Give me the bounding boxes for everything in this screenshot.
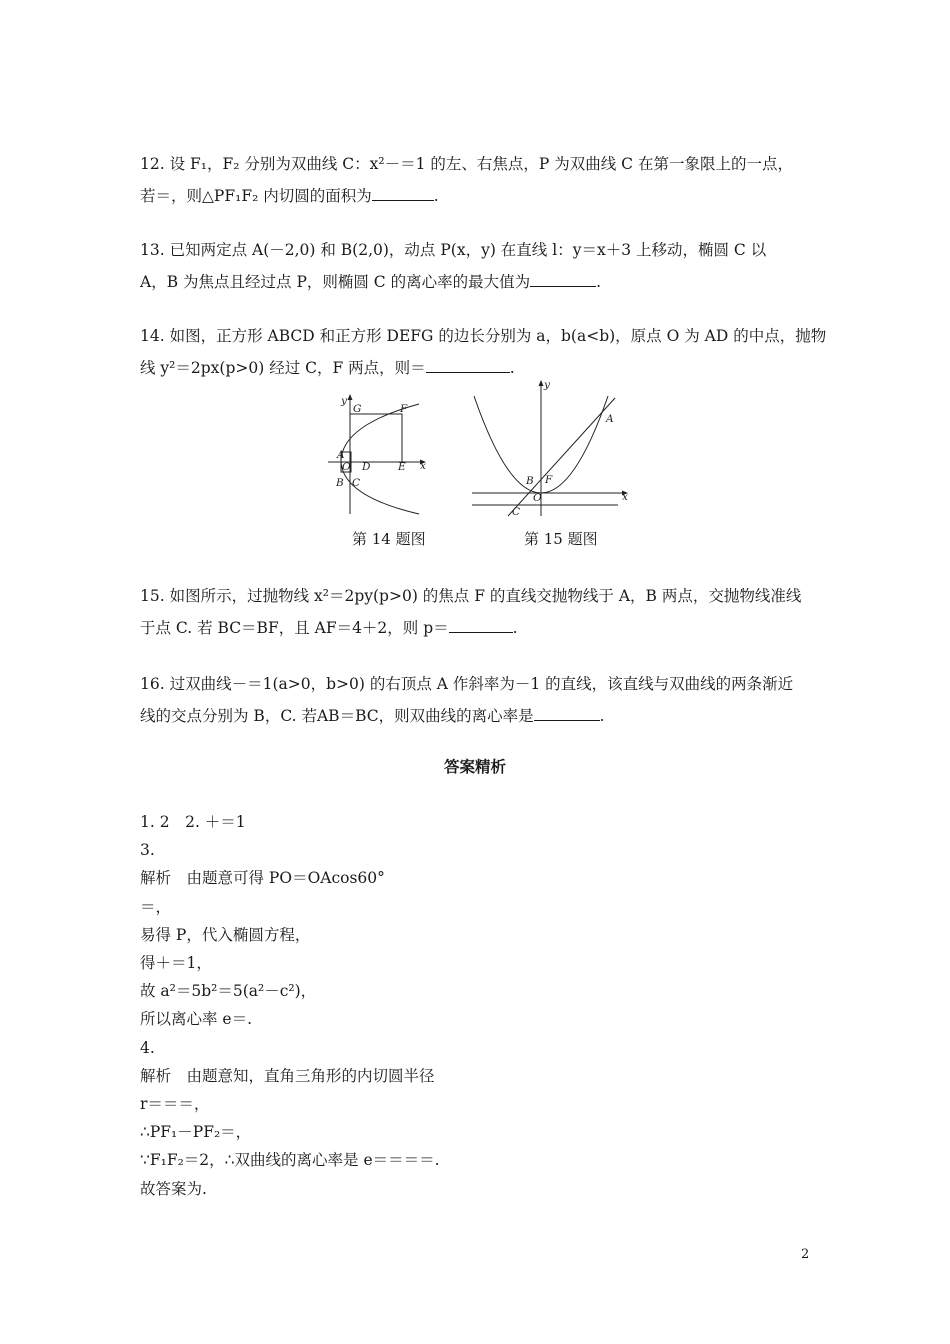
- fig14-a-label: A: [337, 449, 345, 461]
- question-13-line-2: A，B 为焦点且经过点 P，则椭圆 C 的离心率的最大值为: [140, 273, 531, 291]
- question-12: [140, 148, 812, 212]
- fig15-c-label: C: [512, 506, 521, 518]
- question-15-line-2: 于点 C. 若 BC＝BF，且 AF＝4＋2，则 p＝: [140, 619, 449, 637]
- answer-blank-14: [426, 356, 510, 373]
- answer-line: ＝，: [140, 897, 172, 916]
- question-14-line-1: 14. 如图，正方形 ABCD 和正方形 DEFG 的边长分别为 a，b(a<b)，原点 O 为 AD 的中点，抛物: [140, 327, 827, 345]
- fig14-c-label: C: [352, 477, 361, 489]
- fig15-f-label: F: [545, 474, 553, 486]
- answer-line: 解析 由题意知，直角三角形的内切圆半径: [140, 1066, 435, 1085]
- figure-15-caption: 第 15 题图: [524, 530, 598, 548]
- question-15: [140, 580, 812, 644]
- fig14-b-label: B: [336, 477, 344, 489]
- question-13: [140, 234, 812, 298]
- question-14: [140, 320, 827, 384]
- fig14-e-label: E: [398, 461, 406, 473]
- question-14-line-2: 线 y²＝2px(p>0) 经过 C，F 两点，则＝: [140, 359, 426, 377]
- answer-blank-13: [530, 270, 596, 287]
- fig15-a-label: A: [606, 413, 614, 425]
- answer-line: 易得 P，代入椭圆方程，: [140, 925, 311, 944]
- answer-line: 1. 2 2. ＋＝1: [140, 813, 246, 831]
- answer-line: 3.: [140, 841, 155, 860]
- question-15-line-1: 15. 如图所示，过抛物线 x²＝2py(p>0) 的焦点 F 的直线交抛物线于 A，B 两点，交抛物线准线: [140, 587, 802, 605]
- answer-line: 4.: [140, 1038, 155, 1057]
- figure-14-caption: 第 14 题图: [352, 530, 426, 548]
- fig15-o-label: O: [533, 492, 542, 504]
- fig14-d-label: D: [362, 461, 371, 473]
- page-number: 2: [801, 1247, 810, 1262]
- question-16: [140, 668, 812, 732]
- question-15-end: .: [512, 619, 518, 637]
- answer-blank-15: [449, 616, 513, 633]
- question-14-end: .: [509, 359, 515, 377]
- answer-line: 故答案为.: [140, 1179, 207, 1198]
- fig14-g-label: G: [353, 403, 362, 415]
- answers-title: 答案精析: [443, 758, 506, 776]
- fig15-x-label: x: [622, 491, 628, 503]
- question-12-end: .: [433, 187, 439, 205]
- answer-blank-16: [534, 704, 600, 721]
- question-16-end: .: [599, 707, 605, 725]
- fig14-x-label: x: [420, 460, 426, 472]
- question-16-line-2: 线的交点分别为 B，C. 若AB＝BC，则双曲线的离心率是: [140, 707, 534, 725]
- answer-line: ∵F₁F₂＝2，∴双曲线的离心率是 e＝＝＝＝.: [140, 1151, 440, 1170]
- answer-line: 得＋＝1，: [140, 954, 212, 973]
- answer-line: r＝＝＝，: [140, 1095, 210, 1114]
- question-13-end: .: [596, 273, 602, 291]
- figure-15: [468, 376, 634, 522]
- fig15-b-label: B: [526, 475, 534, 487]
- question-16-line-1: 16. 过双曲线－＝1(a>0，b>0) 的右顶点 A 作斜率为－1 的直线，该直线与双曲线的两条渐近: [140, 675, 794, 693]
- answer-line: 故 a²＝5b²＝5(a²－c²)，: [140, 982, 317, 1001]
- fig15-y-label: y: [544, 379, 550, 391]
- question-13-line-1: 13. 已知两定点 A(－2,0) 和 B(2,0)，动点 P(x，y) 在直线 l：y＝x＋3 上移动，椭圆 C 以: [140, 241, 767, 259]
- question-12-line-2: 若＝，则△PF₁F₂ 内切圆的面积为: [140, 187, 372, 205]
- fig14-o-label: O: [342, 461, 351, 473]
- answer-line: 所以离心率 e＝.: [140, 1010, 253, 1029]
- answer-line: 解析 由题意可得 PO＝OAcos60°: [140, 869, 385, 888]
- figure-14: [322, 390, 434, 518]
- fig14-f-label: F: [400, 403, 408, 415]
- answer-line: ∴PF₁－PF₂＝，: [140, 1123, 252, 1142]
- answers-section: [140, 808, 440, 1203]
- question-12-line-1: 12. 设 F₁，F₂ 分别为双曲线 C：x²－＝1 的左、右焦点，P 为双曲线 C 在第一象限上的一点，: [140, 155, 793, 173]
- fig14-y-label: y: [341, 395, 347, 407]
- answer-blank-12: [372, 184, 434, 201]
